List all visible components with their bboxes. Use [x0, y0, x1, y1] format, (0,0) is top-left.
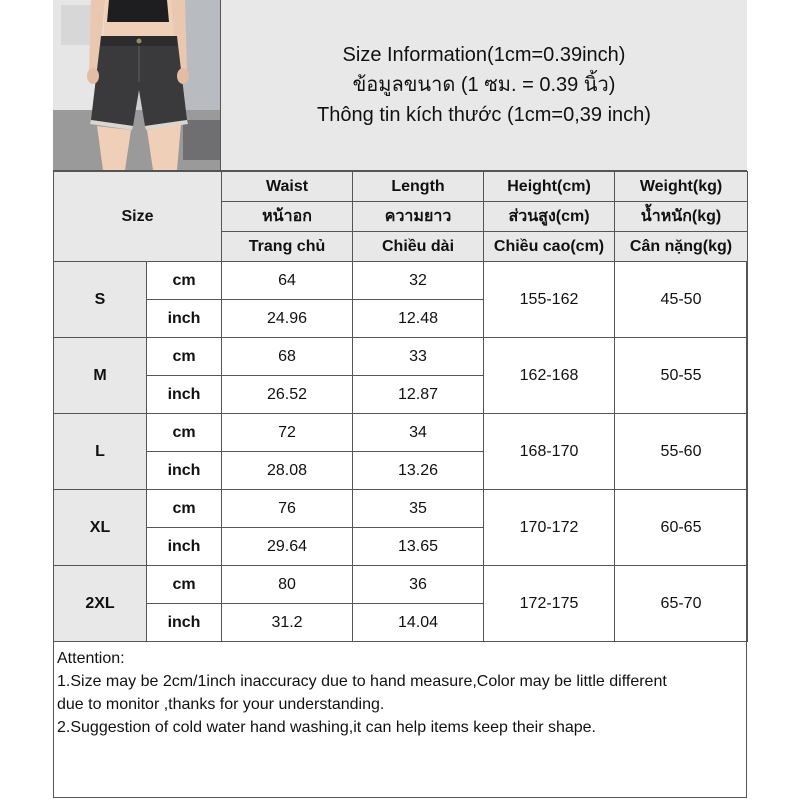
length-cm-value: 33	[353, 338, 484, 376]
header-row-english	[54, 172, 748, 202]
length-cm-value: 34	[353, 414, 484, 452]
waist-inch-value: 29.64	[222, 528, 353, 566]
waist-inch-value: 24.96	[222, 300, 353, 338]
weight-value: 60-65	[615, 490, 748, 566]
product-photo	[53, 0, 221, 170]
chart-header	[53, 0, 747, 171]
unit-inch: inch	[147, 376, 222, 414]
unit-cm: cm	[147, 490, 222, 528]
size-label-s: S	[54, 262, 147, 338]
weight-value: 45-50	[615, 262, 748, 338]
unit-cm: cm	[147, 262, 222, 300]
length-inch-value: 12.48	[353, 300, 484, 338]
unit-inch: inch	[147, 528, 222, 566]
col-height-th: ส่วนสูง(cm)	[484, 202, 615, 232]
col-length-en: Length	[353, 172, 484, 202]
height-value: 168-170	[484, 414, 615, 490]
height-value: 170-172	[484, 490, 615, 566]
unit-inch: inch	[147, 452, 222, 490]
col-waist-th: หน้าอก	[222, 202, 353, 232]
size-info-thai: ข้อมูลขนาด (1 ซม. = 0.39 นิ้ว)	[352, 74, 616, 96]
length-inch-value: 13.26	[353, 452, 484, 490]
waist-cm-value: 80	[222, 566, 353, 604]
col-weight-en: Weight(kg)	[615, 172, 748, 202]
col-length-vi: Chiều dài	[353, 232, 484, 262]
length-cm-value: 35	[353, 490, 484, 528]
height-value: 162-168	[484, 338, 615, 414]
waist-cm-value: 76	[222, 490, 353, 528]
waist-cm-value: 64	[222, 262, 353, 300]
length-inch-value: 14.04	[353, 604, 484, 642]
col-weight-vi: Cân nặng(kg)	[615, 232, 748, 262]
waist-inch-value: 28.08	[222, 452, 353, 490]
size-info-vietnamese: Thông tin kích thước (1cm=0,39 inch)	[317, 104, 651, 126]
attention-notes	[53, 645, 747, 798]
col-weight-th: น้ำหนัก(kg)	[615, 202, 748, 232]
waist-inch-value: 26.52	[222, 376, 353, 414]
table-row	[54, 338, 748, 376]
waist-cm-value: 68	[222, 338, 353, 376]
col-length-th: ความยาว	[353, 202, 484, 232]
table-row	[54, 262, 748, 300]
col-waist-en: Waist	[222, 172, 353, 202]
size-table	[53, 171, 748, 642]
notes-title: Attention:	[57, 650, 125, 667]
size-information-panel	[221, 0, 747, 170]
length-cm-value: 32	[353, 262, 484, 300]
unit-cm: cm	[147, 566, 222, 604]
unit-cm: cm	[147, 414, 222, 452]
note-line-2: due to monitor ,thanks for your understanding.	[57, 696, 385, 713]
weight-value: 65-70	[615, 566, 748, 642]
size-column-header: Size	[54, 172, 222, 262]
size-label-xl: XL	[54, 490, 147, 566]
unit-inch: inch	[147, 300, 222, 338]
height-value: 172-175	[484, 566, 615, 642]
note-line-3: 2.Suggestion of cold water hand washing,it can help items keep their shape.	[57, 719, 596, 736]
unit-inch: inch	[147, 604, 222, 642]
size-label-l: L	[54, 414, 147, 490]
waist-inch-value: 31.2	[222, 604, 353, 642]
size-label-2xl: 2XL	[54, 566, 147, 642]
waist-cm-value: 72	[222, 414, 353, 452]
size-label-m: M	[54, 338, 147, 414]
table-row	[54, 490, 748, 528]
table-row	[54, 414, 748, 452]
table-row	[54, 566, 748, 604]
length-cm-value: 36	[353, 566, 484, 604]
weight-value: 55-60	[615, 414, 748, 490]
unit-cm: cm	[147, 338, 222, 376]
note-line-1: 1.Size may be 2cm/1inch inaccuracy due to hand measure,Color may be little different	[57, 673, 667, 690]
col-height-vi: Chiều cao(cm)	[484, 232, 615, 262]
col-waist-vi: Trang chủ	[222, 232, 353, 262]
size-info-english: Size Information(1cm=0.39inch)	[342, 44, 626, 66]
height-value: 155-162	[484, 262, 615, 338]
weight-value: 50-55	[615, 338, 748, 414]
length-inch-value: 13.65	[353, 528, 484, 566]
col-height-en: Height(cm)	[484, 172, 615, 202]
product-photo-image	[53, 0, 221, 170]
length-inch-value: 12.87	[353, 376, 484, 414]
